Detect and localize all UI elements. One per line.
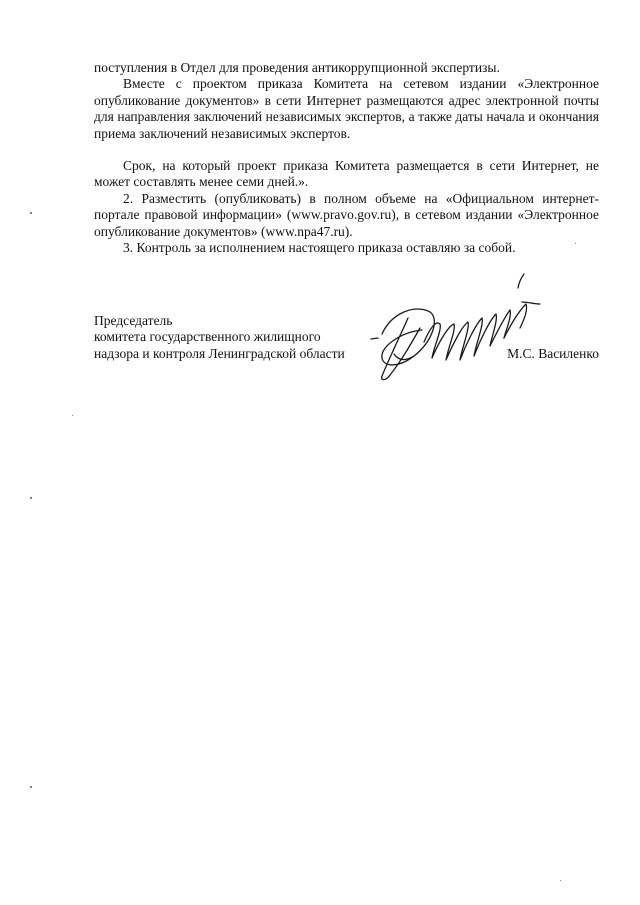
paragraph-deadline: Срок, на который проект приказа Комитета размещается в сети Интернет, не может составлять менее семи дней.». [94,158,599,190]
paragraph-publication-info: Вместе с проектом приказа Комитета на сетевом издании «Электронное опубликование документов» в сети Интернет размещаются адрес электронной почты для направления заключений независимых экспертов, а также даты начала и окончания приема заключений независимых экспертов. [94,76,599,141]
document-body [94,60,599,256]
handwritten-signature [368,272,548,387]
scan-speck [30,497,32,499]
scan-speck [30,212,32,214]
signer-position-line: надзора и контроля Ленинградской области [94,345,345,361]
signer-name: М.С. Василенко [507,345,599,361]
scan-speck [72,415,73,416]
scan-speck [560,880,561,881]
signer-position-line: комитета государственного жилищного [94,329,321,345]
paragraph-item-3: 3. Контроль за исполнением настоящего приказа оставляю за собой. [123,240,516,256]
scan-speck [30,786,32,788]
signer-position-line: Председатель [94,313,173,328]
scan-speck [575,243,576,244]
paragraph-item-2: 2. Разместить (опубликовать) в полном объеме на «Официальном интернет-портале правовой информации» (www.pravo.gov.ru), в сетевом издании «Электронное опубликование документов» (www.npa47.ru). [94,190,599,239]
paragraph-continuation: поступления в Отдел для проведения антикоррупционной экспертизы. [94,60,500,75]
